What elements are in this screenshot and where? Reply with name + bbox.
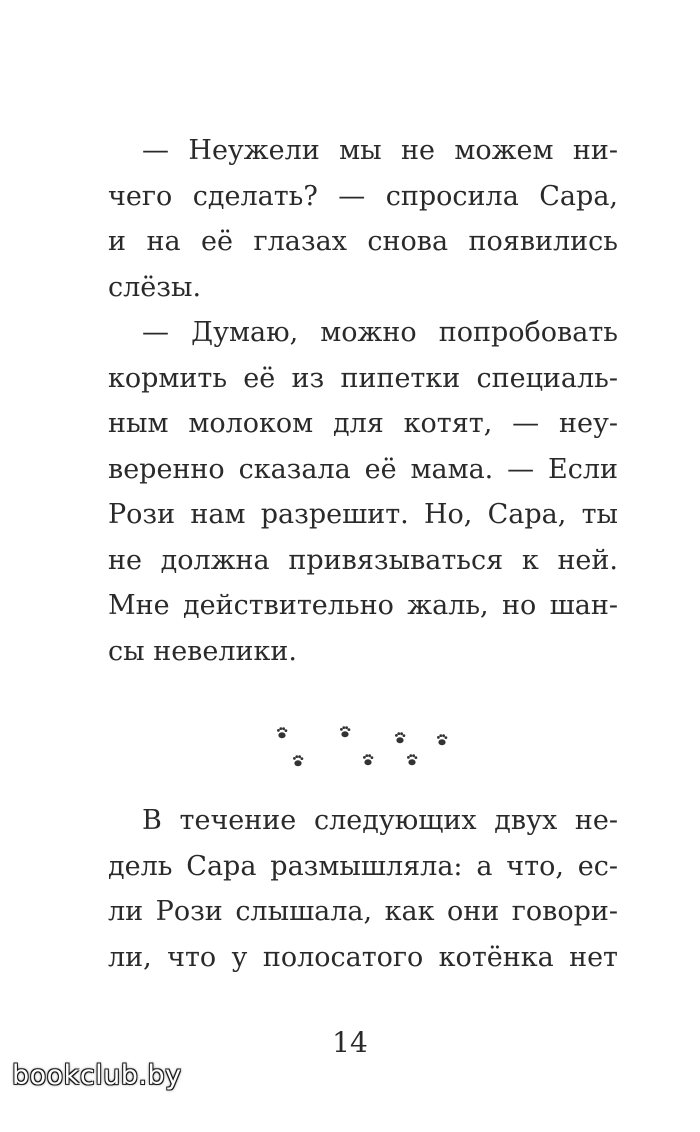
text-line: сы невелики.: [108, 635, 297, 667]
text-line: дель Сара размышляла: а что, ес-: [108, 850, 618, 882]
text-line: В течение следующих двух не-: [142, 805, 618, 836]
text-line: веренно сказала её мама. — Если: [108, 453, 618, 485]
text-line: Мне действительно жаль, но шан-: [108, 590, 618, 621]
text-line: — Неужели мы не можем ни-: [142, 135, 618, 166]
text-block-top: [108, 128, 618, 674]
text-line: ли, что у полосатого котёнка нет: [108, 941, 618, 973]
text-line: ли Рози слышала, как они говори-: [108, 896, 618, 927]
text-line: кормить её из пипетки специаль-: [108, 362, 618, 394]
page-number: 14: [332, 1026, 368, 1059]
text-line: и на её глазах снова появились: [108, 226, 618, 257]
text-line: чего сделать? — спросила Сара,: [108, 180, 618, 212]
text-line: не должна привязываться к ней.: [108, 544, 618, 576]
text-line: Рози нам разрешит. Но, Сара, ты: [108, 499, 618, 530]
text-block-bottom: [108, 798, 618, 980]
watermark: bookclub.by: [12, 1060, 182, 1091]
text-line: ным молоком для котят, — неу-: [108, 408, 618, 439]
text-line: — Думаю, можно попробовать: [142, 317, 618, 348]
text-line: слёзы.: [108, 271, 202, 303]
paw-prints-icon: [268, 716, 458, 776]
